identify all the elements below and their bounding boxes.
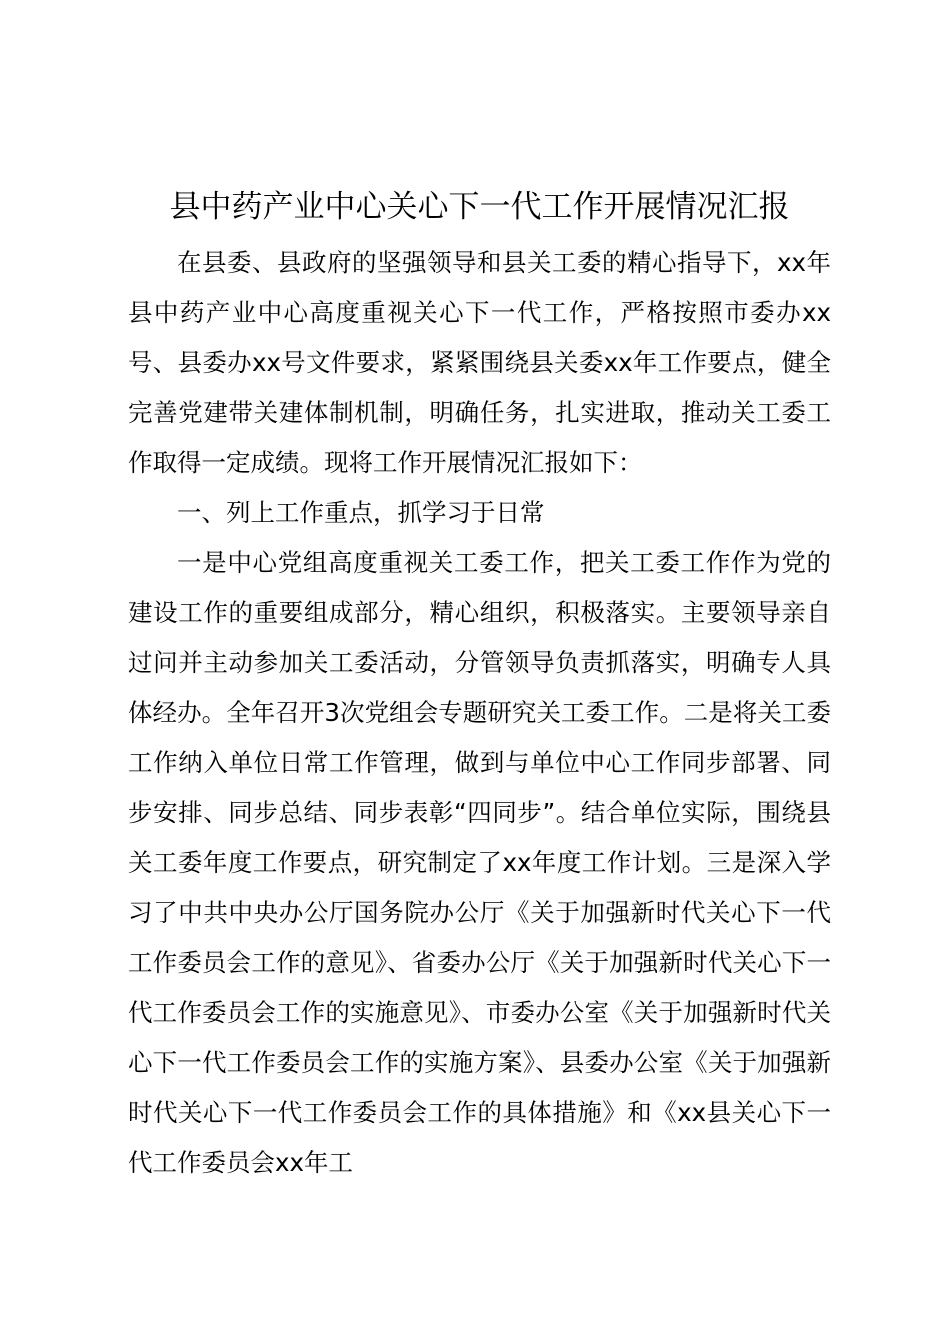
intro-paragraph: 在县委、县政府的坚强领导和县关工委的精心指导下，xx年县中药产业中心高度重视关心下一代工作，严格按照市委办xx号、县委办xx号文件要求，紧紧围绕县关委xx年工作要点，健全完善党建带关建体制机制，明确任务，扎实进取，推动关工委工作取得一定成绩。现将工作开展情况汇报如下： bbox=[128, 248, 831, 477]
section-heading-1: 一、列上工作重点，抓学习于日常 bbox=[177, 498, 545, 527]
section-1-body-paragraph: 一是中心党组高度重视关工委工作，把关工委工作作为党的建设工作的重要组成部分，精心组织，积极落实。主要领导亲自过问并主动参加关工委活动，分管领导负责抓落实，明确专人具体经办。全年召开3次党组会专题研究关工委工作。二是将关工委工作纳入单位日常工作管理，做到与单位中心工作同步部署、同步安排、同步总结、同步表彰“四同步”。结合单位实际，围绕县关工委年度工作要点，研究制定了xx年度工作计划。三是深入学习了中共中央办公厅国务院办公厅《关于加强新时代关心下一代工作委员会工作的意见》、省委办公厅《关于加强新时代关心下一代工作委员会工作的实施意见》、市委办公室《关于加强新时代关心下一代工作委员会工作的实施方案》、县委办公室《关于加强新时代关心下一代工作委员会工作的具体措施》和《xx县关心下一代工作委员会xx年工 bbox=[128, 548, 831, 1177]
document-page bbox=[128, 182, 831, 1188]
document-title: 县中药产业中心关心下一代工作开展情况汇报 bbox=[169, 189, 790, 225]
